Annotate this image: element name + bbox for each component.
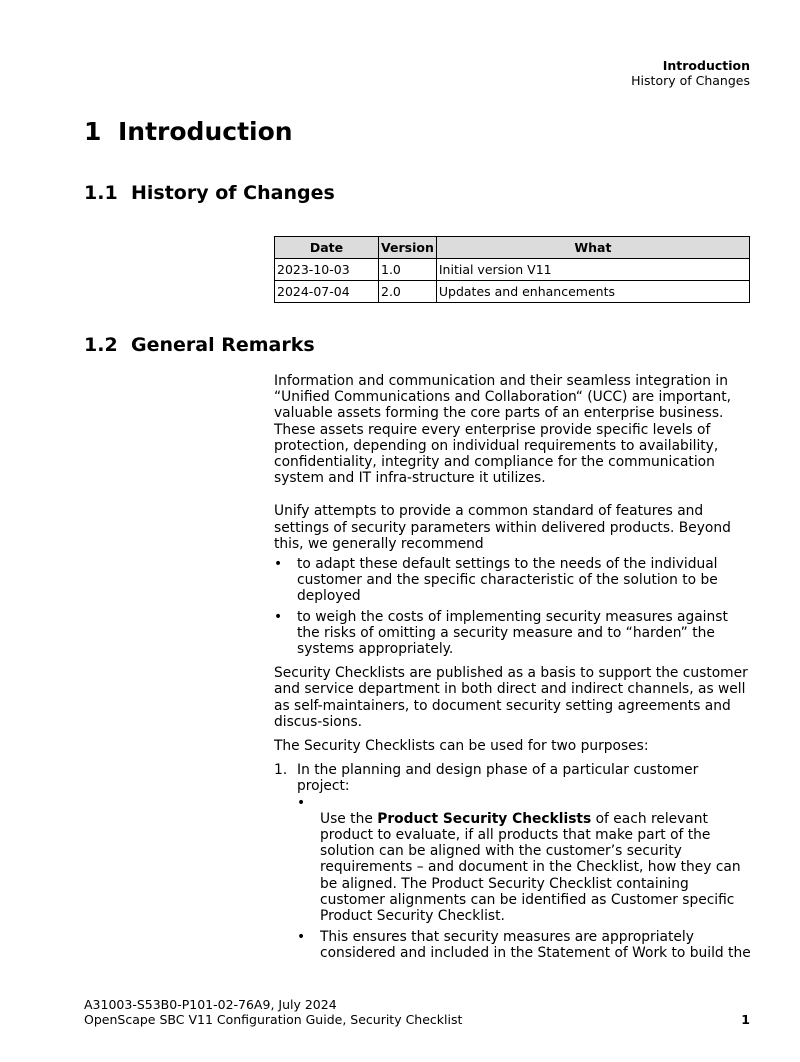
header-chapter: Introduction bbox=[662, 58, 750, 73]
recommendation-list bbox=[274, 556, 754, 657]
table-row bbox=[275, 259, 750, 281]
column-header-version: Version bbox=[379, 237, 437, 259]
paragraph: Unify attempts to provide a common standard of features and settings of security parameters within delivered products. Beyond this, we generally recommend bbox=[274, 503, 731, 552]
chapter-title: Introduction bbox=[118, 117, 293, 146]
cell-version: 2.0 bbox=[379, 281, 437, 303]
list-item bbox=[274, 762, 754, 961]
cell-what: Updates and enhancements bbox=[436, 281, 749, 303]
product-security-checklists-term: Product Security Checklists bbox=[377, 810, 592, 827]
bullet-icon: • bbox=[297, 794, 306, 811]
table-row bbox=[275, 281, 750, 303]
column-header-date: Date bbox=[275, 237, 379, 259]
sub-list-item bbox=[297, 929, 754, 961]
section-number: 1.1 bbox=[84, 182, 118, 204]
cell-version: 1.0 bbox=[379, 259, 437, 281]
section-heading-general bbox=[84, 333, 315, 357]
section-title: General Remarks bbox=[131, 334, 315, 356]
page-footer bbox=[84, 997, 462, 1027]
sub-item-text-start: Use the bbox=[320, 810, 378, 827]
document-id: A31003-S53B0-P101-02-76A9, July 2024 bbox=[84, 997, 337, 1012]
section-heading-history bbox=[84, 181, 335, 205]
sub-item-text-end: of each relevant product to evaluate, if all products that make part of the solution can be aligned with the customer’s security requirements – and document in the Checklist, how they can be aligned. The Product Security Checklist containing customer alignments can be identified as Customer specific Product Security Checklist. bbox=[320, 810, 741, 925]
cell-date: 2023-10-03 bbox=[275, 259, 379, 281]
sub-list-item bbox=[297, 795, 754, 925]
purpose-list bbox=[274, 762, 754, 961]
history-table bbox=[274, 236, 750, 303]
table-header-row bbox=[275, 237, 750, 259]
paragraph: Security Checklists are published as a basis to support the customer and service department in both direct and indirect channels, as well as self-maintainers, to document security setting agreements and discus-sions. bbox=[274, 665, 748, 730]
running-header bbox=[631, 58, 750, 88]
section-number: 1.2 bbox=[84, 334, 118, 356]
header-section: History of Changes bbox=[631, 73, 750, 88]
list-item-text: In the planning and design phase of a particular customer project: bbox=[297, 762, 699, 795]
list-item-text: to adapt these default settings to the needs of the individual customer and the specific characteristic of the solution to be deployed bbox=[297, 556, 718, 605]
list-item bbox=[274, 609, 754, 658]
sub-list bbox=[297, 795, 754, 962]
sub-item-text: This ensures that security measures are appropriately considered and included in the Statement of Work to build the bbox=[320, 929, 751, 962]
cell-what: Initial version V11 bbox=[436, 259, 749, 281]
bullet-icon: • bbox=[274, 556, 283, 573]
section-title: History of Changes bbox=[131, 182, 335, 204]
document-title: OpenScape SBC V11 Configuration Guide, Security Checklist bbox=[84, 1012, 463, 1027]
chapter-number: 1 bbox=[84, 117, 102, 146]
paragraph: Information and communication and their seamless integration in “Unified Communications and Collaboration“ (UCC) are important, valuable assets forming the core parts of an enterprise business. These assets require every enterprise provide specific levels of protection, depending on individual requirements to availability, confidentiality, integrity and compliance for the communication system and IT infra-structure it utilizes. bbox=[274, 373, 732, 487]
page-number: 1 bbox=[741, 1012, 750, 1027]
column-header-what: What bbox=[436, 237, 749, 259]
cell-date: 2024-07-04 bbox=[275, 281, 379, 303]
list-item-text: to weigh the costs of implementing security measures against the risks of omitting a security measure and to “harden” the systems appropriately. bbox=[297, 608, 728, 658]
chapter-heading bbox=[84, 116, 293, 148]
list-number: 1. bbox=[274, 762, 288, 779]
general-remarks-body bbox=[274, 373, 754, 967]
bullet-icon: • bbox=[297, 929, 306, 946]
paragraph: The Security Checklists can be used for two purposes: bbox=[274, 738, 649, 755]
bullet-icon: • bbox=[274, 608, 283, 625]
list-item bbox=[274, 556, 754, 605]
